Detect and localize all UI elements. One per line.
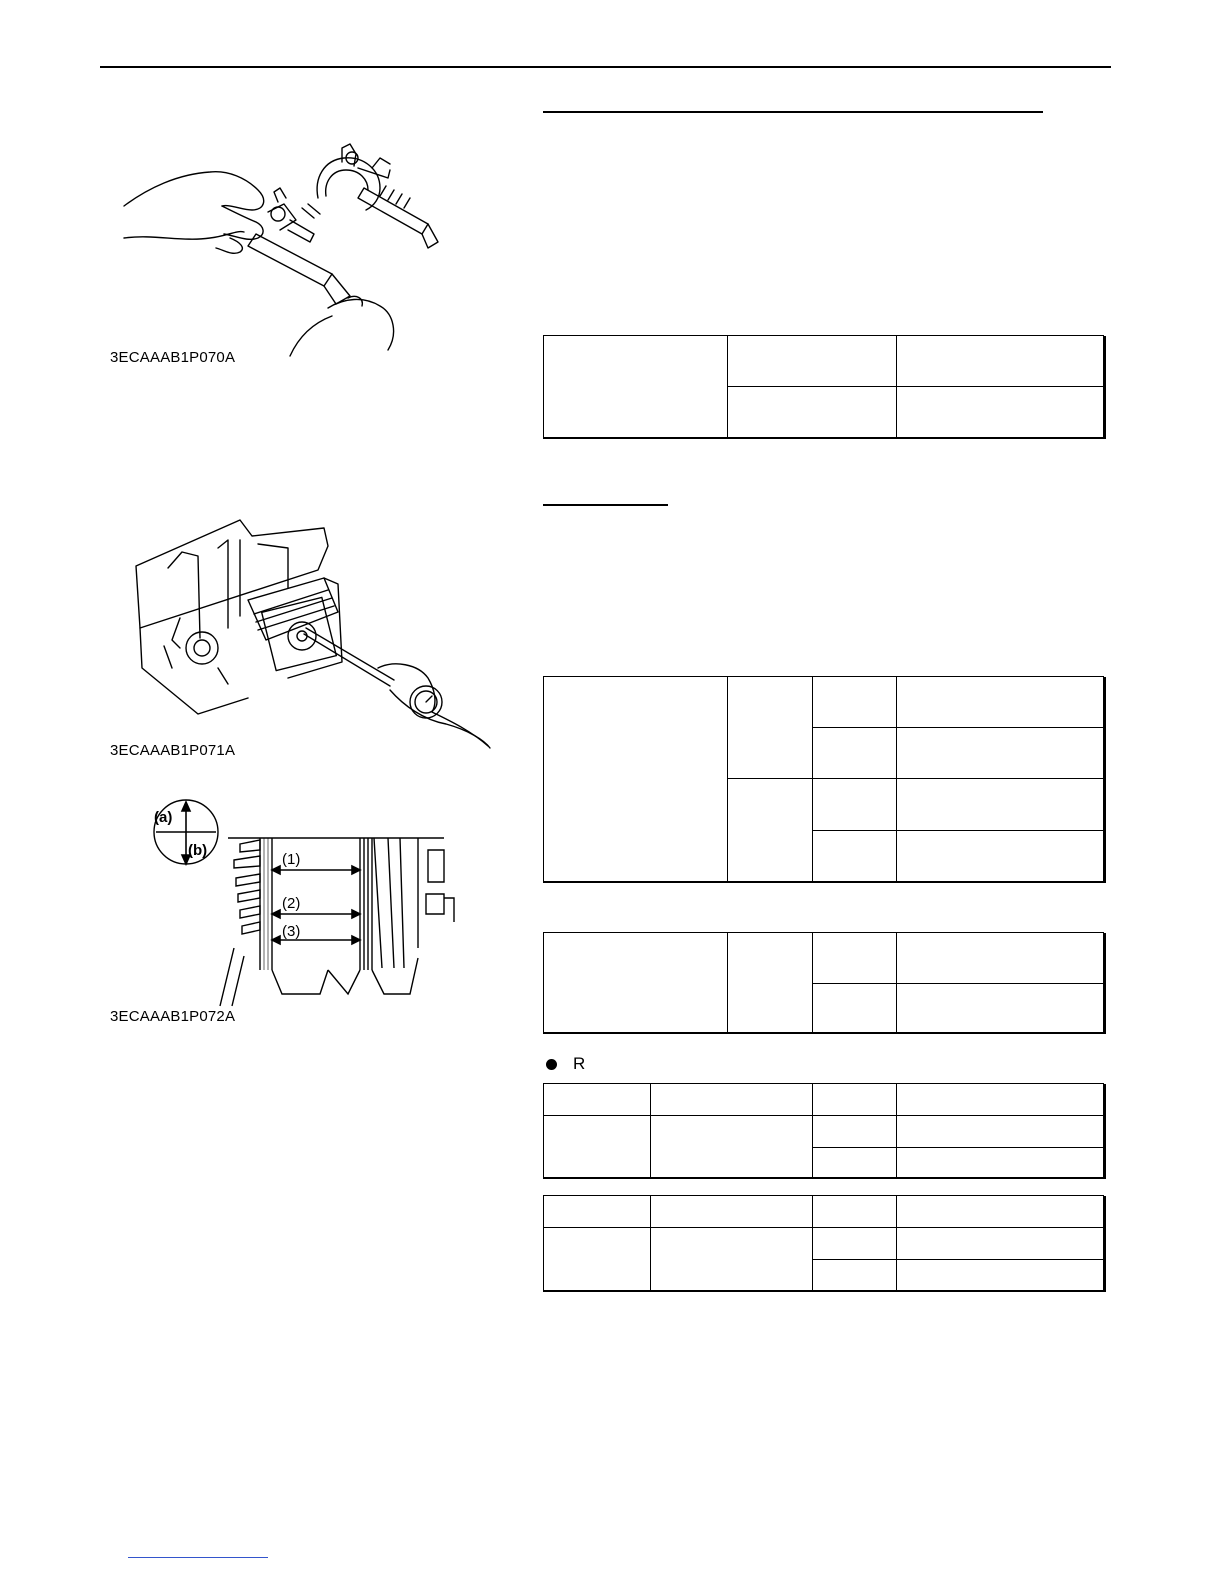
bullet-dot <box>546 1059 557 1070</box>
rocker-arm-micrometer-illustration <box>118 138 448 358</box>
bullet-text: R <box>573 1054 586 1073</box>
measure-label-1: (1) <box>282 851 301 868</box>
figure-caption-1: 3ECAAAB1P070A <box>110 349 236 366</box>
figure-caption-3: 3ECAAAB1P072A <box>110 1008 236 1025</box>
figure-caption-2: 3ECAAAB1P071A <box>110 742 236 759</box>
direction-label-b: (b) <box>188 842 208 859</box>
direction-label-a: (a) <box>154 809 173 826</box>
cylinder-cross-section-diagram <box>148 798 458 1008</box>
section-heading-underline-1 <box>543 111 1043 113</box>
size-table-2 <box>543 1195 1104 1291</box>
cylinder-gauge-illustration <box>128 518 498 750</box>
size-table-1 <box>543 1083 1104 1178</box>
header-rule <box>100 66 1111 68</box>
measure-label-3: (3) <box>282 923 301 940</box>
spec-table-2 <box>543 676 1104 882</box>
footer-link-underline[interactable] <box>128 1557 268 1558</box>
measure-label-2: (2) <box>282 895 301 912</box>
section-heading-underline-2 <box>543 504 668 506</box>
